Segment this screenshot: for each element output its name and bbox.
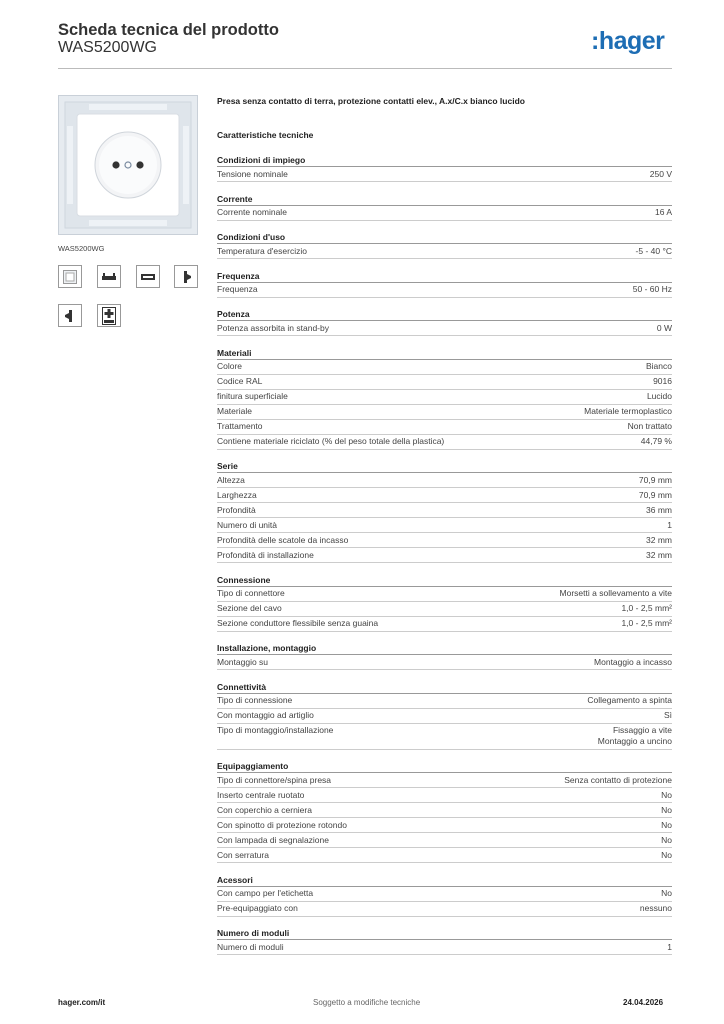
spec-label: Contiene materiale riciclato (% del peso totale della plastica) [217, 436, 445, 446]
spec-row [217, 818, 672, 833]
spec-label: Materiale [217, 406, 252, 416]
technical-features-heading: Caratteristiche tecniche [217, 130, 314, 140]
spec-row [217, 833, 672, 848]
page-title: Scheda tecnica del prodotto [58, 21, 279, 39]
spec-section-title: Acessori [217, 874, 672, 887]
spec-label: Montaggio su [217, 656, 269, 667]
spec-value: No [661, 834, 672, 845]
spec-value: nessuno [639, 903, 672, 913]
spec-value: No [661, 789, 672, 800]
spec-section [217, 642, 672, 670]
spec-label: Profondità [217, 504, 256, 515]
spec-section-title: Connettività [217, 681, 672, 694]
spec-value: 50 - 60 Hz [632, 284, 672, 294]
spec-label: Con campo per l'etichetta [217, 888, 314, 898]
spec-section [217, 574, 672, 632]
spec-label: Larghezza [217, 489, 257, 500]
spec-value: Fissaggio a vite Montaggio a uncino [597, 725, 672, 746]
spec-value: 9016 [653, 376, 672, 386]
spec-row [217, 167, 672, 182]
spec-label: Inserto centrale ruotato [217, 789, 305, 800]
spec-row [217, 940, 672, 955]
thumbnail-rear-profile[interactable] [58, 304, 82, 327]
spec-value: 32 mm [646, 534, 672, 545]
spec-value: No [661, 888, 672, 898]
spec-section [217, 760, 672, 863]
spec-label: Numero di unità [217, 519, 278, 530]
header-divider [58, 68, 672, 69]
spec-value: Bianco [646, 361, 672, 371]
spec-row [217, 902, 672, 917]
spec-row [217, 694, 672, 709]
spec-value: Montaggio a incasso [594, 656, 672, 667]
spec-label: Frequenza [217, 284, 258, 294]
spec-row [217, 390, 672, 405]
spec-label: Profondità di installazione [217, 549, 314, 560]
spec-label: Tipo di connettore/spina presa [217, 774, 332, 785]
spec-value: 36 mm [646, 504, 672, 515]
spec-value: 1 [667, 941, 672, 952]
spec-value: Morsetti a sollevamento a vite [559, 588, 672, 598]
spec-label: Sezione del cavo [217, 603, 282, 613]
spec-row [217, 206, 672, 221]
spec-label: Con coperchio a cerniera [217, 804, 312, 815]
spec-section-title: Equipaggiamento [217, 760, 672, 773]
spec-value: Collegamento a spinta [587, 695, 672, 705]
spec-section-title: Condizioni d'uso [217, 231, 672, 244]
spec-value: 44,79 % [640, 436, 672, 446]
spec-row [217, 503, 672, 518]
spec-section-title: Condizioni di impiego [217, 154, 672, 167]
spec-value: 1,0 - 2,5 mm² [621, 603, 672, 613]
spec-label: Con montaggio ad artiglio [217, 710, 314, 720]
spec-value: No [661, 849, 672, 860]
thumbnail-side-view[interactable] [97, 265, 121, 288]
spec-label: Numero di moduli [217, 941, 284, 952]
thumbnail-product[interactable] [58, 265, 82, 288]
spec-row [217, 602, 672, 617]
spec-label: Temperatura d'esercizio [217, 245, 307, 256]
spec-section-title: Installazione, montaggio [217, 642, 672, 655]
spec-section [217, 460, 672, 563]
thumbnail-certification[interactable] [97, 304, 121, 327]
spec-value: 0 W [656, 322, 672, 333]
spec-value: 32 mm [646, 549, 672, 560]
spec-label: finitura superficiale [217, 391, 288, 401]
spec-label: Corrente nominale [217, 207, 287, 217]
spec-row [217, 548, 672, 563]
spec-value: 70,9 mm [638, 489, 672, 500]
spec-label: Con lampada di segnalazione [217, 834, 329, 845]
spec-label: Tensione nominale [217, 168, 288, 179]
spec-value: Lucido [646, 391, 672, 401]
spec-row [217, 283, 672, 298]
spec-section-title: Potenza [217, 308, 672, 321]
spec-label: Codice RAL [217, 376, 263, 386]
spec-section [217, 193, 672, 221]
spec-value: Materiale termoplastico [584, 406, 672, 416]
spec-value: Sì [663, 710, 672, 720]
spec-label: Profondità delle scatole da incasso [217, 534, 349, 545]
spec-row [217, 360, 672, 375]
spec-row [217, 405, 672, 420]
spec-row [217, 803, 672, 818]
socket-thumbnail-icon [63, 270, 77, 284]
spec-table [217, 154, 672, 966]
spec-section [217, 681, 672, 750]
spec-label: Pre-equipaggiato con [217, 903, 298, 913]
spec-row [217, 435, 672, 450]
spec-value: Non trattato [627, 421, 672, 431]
spec-label: Tipo di connettore [217, 588, 285, 598]
spec-section [217, 270, 672, 298]
spec-row [217, 848, 672, 863]
spec-row [217, 617, 672, 632]
spec-label: Trattamento [217, 421, 263, 431]
spec-value: 1 [667, 519, 672, 530]
spec-row [217, 473, 672, 488]
spec-section-title: Frequenza [217, 270, 672, 283]
product-description: Presa senza contatto di terra, protezione contatti elev., A.x/C.x bianco lucido [217, 96, 525, 106]
spec-section-title: Corrente [217, 193, 672, 206]
spec-value: 70,9 mm [638, 474, 672, 485]
product-code: WAS5200WG [58, 39, 157, 56]
spec-row [217, 587, 672, 602]
thumbnail-profile[interactable] [174, 265, 198, 288]
spec-row [217, 887, 672, 902]
footer-website-link[interactable]: hager.com/it [58, 998, 106, 1007]
spec-row [217, 420, 672, 435]
hager-logo[interactable]: :hager [591, 27, 665, 55]
spec-value: No [661, 804, 672, 815]
footer-date: 24.04.2026 [623, 998, 664, 1007]
spec-row [217, 724, 672, 750]
spec-label: Potenza assorbita in stand-by [217, 322, 329, 333]
spec-label: Colore [217, 361, 243, 371]
spec-value: Senza contatto di protezione [564, 774, 672, 785]
spec-row [217, 321, 672, 336]
rear-profile-icon [64, 309, 76, 323]
spec-section [217, 154, 672, 182]
profile-view-icon [180, 270, 192, 284]
spec-label: Altezza [217, 474, 245, 485]
spec-section [217, 874, 672, 917]
spec-row [217, 533, 672, 548]
spec-row [217, 788, 672, 803]
spec-row [217, 375, 672, 390]
side-view-icon [101, 272, 117, 282]
spec-value: No [661, 819, 672, 830]
spec-section-title: Numero di moduli [217, 927, 672, 940]
spec-section-title: Materiali [217, 347, 672, 360]
spec-label: Con serratura [217, 849, 269, 860]
thumbnail-top-view[interactable] [136, 265, 160, 288]
spec-section-title: Serie [217, 460, 672, 473]
spec-label: Tipo di montaggio/installazione [217, 725, 334, 735]
spec-row [217, 773, 672, 788]
spec-label: Sezione conduttore flessibile senza guaina [217, 618, 379, 628]
spec-row [217, 244, 672, 259]
spec-row [217, 518, 672, 533]
spec-section [217, 308, 672, 336]
spec-row [217, 709, 672, 724]
spec-section-title: Connessione [217, 574, 672, 587]
spec-label: Con spinotto di protezione rotondo [217, 819, 347, 830]
spec-section [217, 231, 672, 259]
image-caption: WAS5200WG [58, 244, 105, 253]
spec-label: Tipo di connessione [217, 695, 293, 705]
spec-row [217, 488, 672, 503]
top-view-icon [140, 272, 156, 282]
spec-row [217, 655, 672, 670]
footer-note: Soggetto a modifiche tecniche [313, 998, 421, 1007]
certification-icon [102, 307, 116, 325]
spec-section [217, 927, 672, 955]
spec-value: 1,0 - 2,5 mm² [621, 618, 672, 628]
product-image [58, 95, 198, 235]
spec-section [217, 347, 672, 450]
spec-value: 250 V [649, 168, 672, 179]
spec-value: -5 - 40 °C [635, 245, 672, 256]
spec-value: 16 A [654, 207, 672, 217]
